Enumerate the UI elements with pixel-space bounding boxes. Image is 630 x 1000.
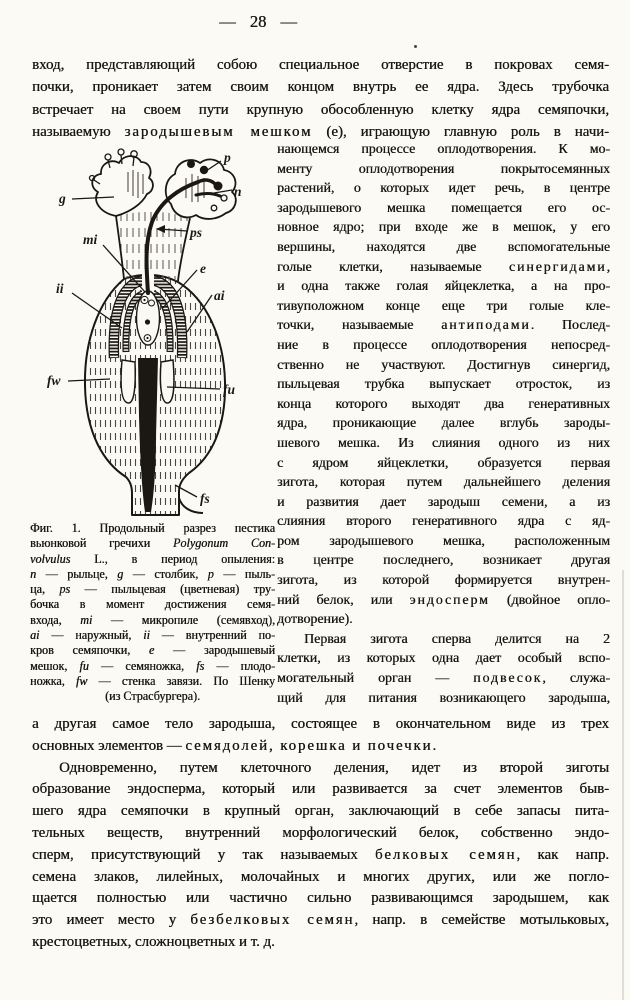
text-segment: , служа-: [542, 671, 610, 687]
text-line: [277, 454, 610, 474]
text-line: [30, 521, 275, 536]
text-line: [277, 218, 610, 238]
text-segment: Polygonum Con-: [172, 536, 276, 551]
text-line: [277, 336, 610, 356]
text-segment: вершины, находятся две вспомогательные: [277, 239, 610, 255]
text-line: [30, 567, 275, 582]
text-line: [32, 54, 609, 76]
text-segment: mi: [80, 612, 93, 627]
text-segment: , напр. в семействе мотыльковых,: [354, 912, 610, 929]
text-segment: — стенка завязи. По Шенку: [87, 673, 275, 688]
text-segment: — пыль-: [213, 566, 275, 581]
text-segment: — плодо-: [204, 658, 275, 673]
text-segment: шевого мешка. Из слияния одного из них: [277, 435, 610, 451]
figure-label-g: g: [59, 191, 66, 206]
text-line: [30, 597, 275, 612]
text-segment: щается полностью или частично сильно развивающимся зародышем, как: [32, 890, 609, 907]
text-segment: зародышевым мешком: [124, 124, 313, 141]
text-line: [277, 238, 610, 258]
text-segment: почки, проникает затем своим концом внутрь ее ядра. Здесь трубочка: [32, 79, 609, 96]
text-segment: с ядром яйцеклетки, образуется первая: [277, 455, 610, 471]
text-line: [277, 512, 610, 532]
page-number: — 28 —: [219, 12, 297, 31]
text-line: [277, 532, 610, 552]
text-segment: Одновременно, путем клеточного деления, идет из второй зиготы: [59, 759, 609, 776]
text-line: [32, 845, 609, 867]
text-segment: входа,: [30, 612, 81, 627]
right-column-text: [277, 140, 610, 708]
text-segment: белковых семян: [374, 846, 517, 863]
text-segment: слияния второго генеративного ядра с яд-: [277, 514, 610, 530]
text-segment: зигота, которая путем дальнейшего деления: [277, 475, 610, 491]
text-segment: ром зародышевого мешка, расположенным: [277, 533, 610, 549]
figure-label-mi: mi: [83, 232, 98, 247]
text-segment: — рыльце,: [36, 566, 118, 581]
text-segment: растений, о которых идет речь, в центре: [277, 181, 610, 197]
text-segment: кров семяпочки,: [30, 643, 149, 658]
text-segment: синергидами: [508, 259, 607, 275]
text-segment: ai: [30, 628, 40, 643]
text-line: [30, 643, 275, 658]
text-segment: fu: [79, 658, 89, 673]
text-segment: — семяножка,: [88, 658, 197, 673]
text-segment: щий для питания возникающего зародыша,: [277, 690, 610, 706]
text-segment: (е), играющую главную роль в начи-: [312, 124, 610, 141]
text-line: [277, 375, 610, 395]
text-segment: безбелковых семян: [190, 912, 355, 929]
text-segment: тельных веществ, внутренний морфологический белок, собственно эндо-: [32, 824, 609, 841]
text-segment: n: [30, 566, 37, 581]
text-segment: volvulus: [30, 551, 71, 566]
text-segment: голые клетки, называемые: [277, 259, 509, 275]
text-line: [277, 356, 610, 376]
figure-label-ps: ps: [190, 225, 203, 240]
text-line: [277, 297, 610, 317]
text-line: [30, 613, 275, 628]
text-segment: ца,: [30, 582, 60, 597]
text-line: [32, 910, 609, 932]
text-segment: p: [207, 566, 214, 581]
text-segment: точки, называемые: [277, 318, 442, 334]
text-segment: конца которого выходят два генеративных: [277, 396, 610, 412]
text-line: [277, 591, 610, 611]
text-segment: Первая зигота сперва делится на 2: [304, 631, 610, 647]
text-line: [32, 99, 609, 121]
text-segment: — пыльцевая (цветневая) тру-: [70, 582, 275, 597]
text-line: [32, 801, 609, 823]
text-segment: ,: [606, 259, 610, 275]
text-line: [277, 258, 610, 278]
text-segment: зародышевого мешка помещается его ос-: [277, 200, 610, 216]
scan-speck: [414, 45, 417, 48]
text-segment: fs: [196, 658, 205, 673]
text-segment: — зародышевый: [154, 643, 275, 658]
text-segment: ps: [59, 582, 71, 597]
text-line: [277, 630, 610, 650]
figure-label-ii: ii: [56, 281, 64, 296]
text-segment: клетки, из которых одна дает особый вспо-: [277, 651, 610, 667]
text-segment: вход, представляющий собою специальное отверстие в покровах семя-: [32, 57, 609, 73]
text-line: [32, 932, 609, 954]
text-line: [30, 674, 275, 689]
bottom-paragraph: [32, 714, 609, 954]
text-line: [32, 779, 609, 801]
text-line: [30, 552, 275, 567]
text-segment: основных элементов —: [32, 737, 186, 754]
text-segment: а другая самое тело зародыша, состоящее в окончательном виде из трех: [32, 716, 609, 732]
text-segment: g: [117, 566, 124, 581]
text-segment: — наружный,: [39, 628, 144, 643]
text-line: [30, 689, 275, 704]
text-line: [277, 689, 610, 709]
text-segment: Фиг. 1. Продольный разрез пестика: [30, 521, 275, 535]
text-segment: крестоцветных, сложноцветных и т. д.: [32, 933, 275, 950]
text-segment: антиподами: [441, 318, 531, 334]
text-segment: — столбик,: [123, 566, 208, 581]
text-line: [32, 867, 609, 889]
figure-label-p: p: [224, 150, 231, 165]
text-segment: .: [432, 737, 437, 754]
text-line: [30, 628, 275, 643]
text-segment: эндосперм: [409, 592, 490, 608]
text-segment: (двойное опло-: [489, 592, 611, 608]
text-segment: ственно не участвуют. Достигнув синергид,: [277, 357, 610, 373]
text-segment: пыльцевая трубка выпускает отросток, из: [277, 377, 610, 393]
embryo-sac: [137, 291, 160, 345]
figure-label-ai: ai: [214, 288, 225, 303]
text-line: [277, 179, 610, 199]
text-segment: сперм, присутствующий у так называемых: [32, 846, 375, 863]
text-segment: встречает на своем пути крупную обособленную клетку ядра семяпочки,: [32, 101, 609, 118]
text-segment: ние в процессе оплодотворения непосред-: [277, 337, 610, 353]
text-segment: , как напр.: [516, 846, 610, 863]
text-segment: — микропиле (семявход),: [92, 612, 276, 627]
text-line: [277, 493, 610, 513]
intro-paragraph: [32, 54, 609, 144]
text-segment: семена злаков, лилейных, молочайных и многих других, или же погло-: [32, 868, 609, 885]
figure-label-fw: fw: [47, 373, 61, 388]
text-segment: ii: [143, 628, 150, 643]
text-line: [277, 140, 610, 160]
text-segment: мешок,: [30, 658, 80, 673]
text-segment: и одна также голая яйцеклетка, а на про-: [277, 279, 610, 295]
figure-label-e: e: [200, 261, 206, 276]
text-line: [277, 571, 610, 591]
text-segment: ножка,: [30, 673, 76, 688]
text-segment: (из Страсбургера).: [105, 689, 200, 704]
text-segment: и развития дает зародыш семени, а из: [277, 494, 610, 510]
text-segment: fw: [75, 673, 88, 688]
text-line: [30, 582, 275, 597]
text-line: [277, 434, 610, 454]
text-line: [277, 610, 610, 630]
text-line: [32, 714, 609, 736]
text-line: [32, 76, 609, 98]
text-line: [277, 473, 610, 493]
text-segment: . Послед-: [530, 318, 610, 334]
text-segment: тивуположном конце еще три голые кле-: [277, 298, 610, 314]
text-segment: называемую: [32, 124, 125, 141]
text-line: [277, 199, 610, 219]
text-line: [32, 758, 609, 780]
text-segment: новное ядро; при входе же в мешок, у его: [277, 220, 610, 236]
text-segment: — внутренний по-: [149, 628, 275, 643]
figure-container: [28, 146, 280, 518]
figure-label-fu: fu: [223, 382, 236, 397]
text-segment: могательный орган —: [277, 671, 474, 687]
text-segment: ний белок, или: [277, 592, 410, 608]
text-segment: вьюнковой гречихи: [30, 536, 173, 551]
text-line: [277, 669, 610, 689]
text-segment: это имеет место у: [32, 912, 191, 929]
text-line: [277, 316, 610, 336]
text-segment: в центре последнего, возникает другая: [277, 553, 610, 569]
text-segment: подвесок: [473, 671, 543, 687]
text-segment: ядра, проникающие далее вглубь зароды-: [277, 416, 610, 432]
text-line: [30, 659, 275, 674]
text-segment: семядолей, корешка и почечки: [185, 737, 433, 754]
figure-caption: [30, 521, 275, 705]
scan-edge-shadow: [622, 570, 624, 1000]
text-segment: L., в период опыления:: [70, 551, 275, 566]
text-line: [30, 536, 275, 551]
text-segment: образование эндосперма, который или развивается за счет элементов быв-: [32, 781, 609, 798]
text-segment: шего ядра семяпочки в крупный орган, заключающий в себе запасы пита-: [32, 803, 609, 820]
text-line: [32, 888, 609, 910]
text-line: [277, 551, 610, 571]
text-line: [277, 649, 610, 669]
text-segment: нающемся процессе оплодотворения. К мо-: [277, 142, 610, 157]
text-line: [277, 395, 610, 415]
text-line: [277, 160, 610, 180]
figure-label-n: n: [234, 184, 242, 199]
text-line: [32, 736, 609, 758]
text-segment: менту оплодотворения покрытосемянных: [277, 161, 610, 177]
text-segment: дотворение).: [277, 612, 353, 628]
text-line: [32, 823, 609, 845]
text-segment: бочка в момент достижения семя-: [30, 597, 275, 612]
text-segment: зигота, из которой формируется внутрен-: [277, 573, 610, 589]
text-line: [277, 277, 610, 297]
pistil-figure-illustration: [28, 146, 280, 518]
figure-label-fs: fs: [200, 491, 210, 506]
text-line: [277, 414, 610, 434]
text-segment: е: [148, 643, 155, 658]
